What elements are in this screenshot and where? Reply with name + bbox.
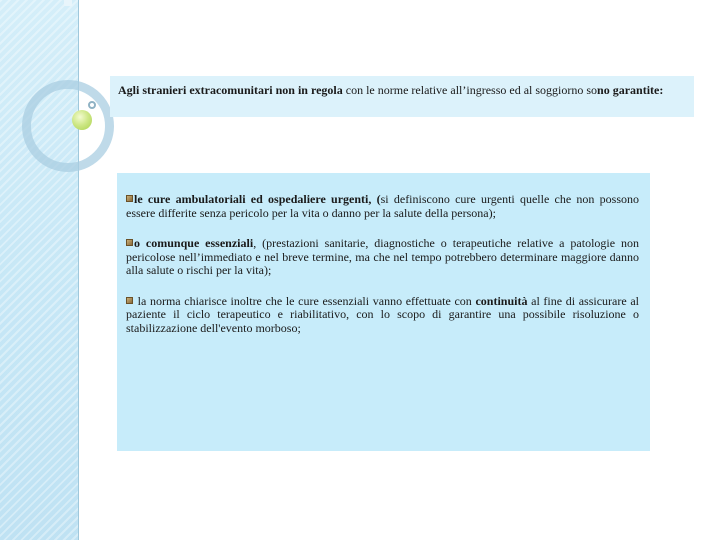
bullet-square-icon: [126, 239, 133, 246]
bullet-square-icon: [126, 297, 133, 304]
sidebar-edge: [64, 0, 72, 6]
bullet-item-3: [126, 295, 639, 336]
bullet-3-bold: continuità: [475, 293, 528, 308]
bullet-1-text: si definiscono cure urgenti quelle che non possono essere differite senza pericolo per la vita o danno per la salute della persona);: [126, 192, 639, 220]
bullet-2-bold: o comunque essenziali: [134, 236, 254, 250]
bullet-1-bold: le cure ambulatoriali ed ospedaliere urgenti, (: [134, 192, 381, 206]
bullet-item-2: [126, 237, 639, 278]
bullet-square-icon: [126, 195, 133, 202]
decorative-small-ring: [88, 101, 96, 109]
title-bold-start: Agli stranieri extracomunitari non in regola: [118, 83, 343, 97]
title-normal: con le norme relative all’ingresso ed al soggiorno so: [342, 83, 598, 97]
bullet-3-text: al fine di assicurare al paziente il ciclo terapeutico e riabilitativo, con lo scopo di garantire una possibile risoluzione o stabilizzazione dell'evento morboso;: [126, 293, 640, 335]
title-bold-end: no garantite:: [597, 83, 664, 97]
decorative-green-dot: [72, 110, 92, 130]
bullet-3-pre: la norma chiarisce inoltre che le cure essenziali vanno effettuate con: [134, 293, 476, 308]
bullet-2-text: , (prestazioni sanitarie, diagnostiche o terapeutiche relative a patologie non pericolose nell’immediato e nel breve termine, ma che nel tempo potrebbero determinare maggiore danno alla salute o rischi per la vita);: [126, 236, 639, 277]
bullet-item-1: [126, 193, 639, 220]
content-panel: [117, 173, 650, 451]
slide-title: [110, 76, 694, 117]
decorative-ring: [22, 80, 114, 172]
